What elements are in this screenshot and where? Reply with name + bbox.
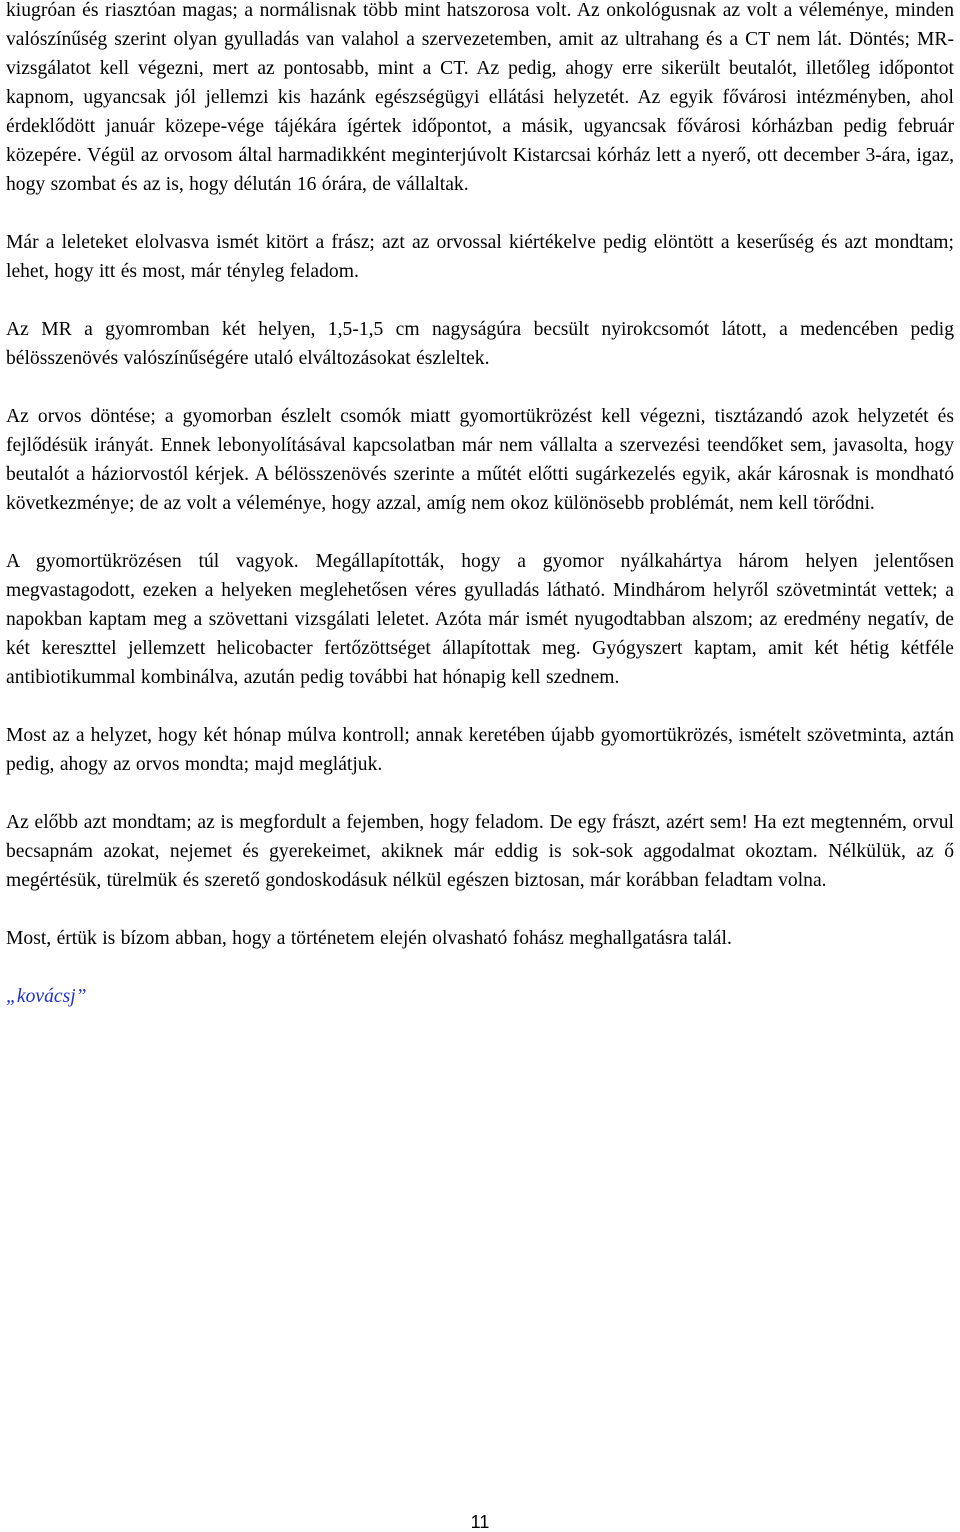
paragraph-5: A gyomortükrözésen túl vagyok. Megállapították, hogy a gyomor nyálkahártya három helyen jelentősen megvastagodott, ezeken a helyeken meglehetősen véres gyulladás látható. Mindhárom helyről szövetmintát vettek; a napokban kaptam meg a szövettani vizsgálati leletet. Azóta már ismét nyugodtabban alszom; az eredmény negatív, de két kereszttel jellemzett helicobacter fertőzöttséget állapítottak meg. Gyógyszert kaptam, amit két hétig kétféle antibiotikummal kombinálva, azután pedig további hat hónapig kell szednem.	[6, 551, 954, 688]
paragraph-8: Most, értük is bízom abban, hogy a történetem elején olvasható fohász meghallgatásra talál.	[6, 928, 732, 949]
paragraph-4: Az orvos döntése; a gyomorban észlelt csomók miatt gyomortükrözést kell végezni, tisztázandó azok helyzetét és fejlődésük irányát. Ennek lebonyolításával kapcsolatban már nem vállalta a szervezési teendőket sem, javasolta, hogy beutalót a háziorvostól kérjek. A bélösszenövés szerinte a műtét előtti sugárkezelés egyik, akár károsnak is mondható következménye; de az volt a véleménye, hogy azzal, amíg nem okoz különösebb problémát, nem kell törődni.	[6, 406, 954, 514]
paragraph-1: kiugróan és riasztóan magas; a normálisnak több mint hatszorosa volt. Az onkológusnak az volt a véleménye, minden valószínűség szerint olyan gyulladás van valahol a szervezetemben, amit az ultrahang és a CT nem lát. Döntés; MR-vizsgálatot kell végezni, mert az pontosabb, mint a CT. Az pedig, ahogy erre sikerült beutalót, illetőleg időpontot kapnom, ugyancsak jól jellemzi kis hazánk egészségügyi ellátási helyzetét. Az egyik fővárosi intézményben, ahol érdeklődött január közepe-vége tájékára ígértek időpontot, a másik, ugyancsak fővárosi kórházban pedig február közepére. Végül az orvosom által harmadikként meginterjúvolt Kistarcsai kórház lett a nyerő, ott december 3-ára, igaz, hogy szombat és az is, hogy délután 16 órára, de vállaltak.	[6, 0, 954, 195]
paragraph-2: Már a leleteket elolvasva ismét kitört a frász; azt az orvossal kiértékelve pedig elöntött a keserűség és azt mondtam; lehet, hogy itt és most, már tényleg feladom.	[6, 232, 954, 282]
paragraph-7: Az előbb azt mondtam; az is megfordult a fejemben, hogy feladom. De egy frászt, azért sem! Ha ezt megtenném, orvul becsapnám azokat, nejemet és gyerekeimet, akiknek már eddig is sok-sok aggodalmat okoztam. Nélkülük, az ő megértésük, türelmük és szerető gondoskodásuk nélkül egészen biztosan, már korábban feladtam volna.	[6, 812, 954, 891]
author-signature: „kovácsj”	[6, 986, 87, 1007]
paragraph-6: Most az a helyzet, hogy két hónap múlva kontroll; annak keretében újabb gyomortükrözés, ismételt szövetminta, aztán pedig, ahogy az orvos mondta; majd meglátjuk.	[6, 725, 954, 775]
paragraph-3: Az MR a gyomromban két helyen, 1,5-1,5 cm nagyságúra becsült nyirokcsomót látott, a medencében pedig bélösszenövés valószínűségére utaló elváltozásokat észleltek.	[6, 319, 954, 369]
document-page	[6, 0, 954, 1011]
page-number: 11	[470, 1512, 490, 1532]
